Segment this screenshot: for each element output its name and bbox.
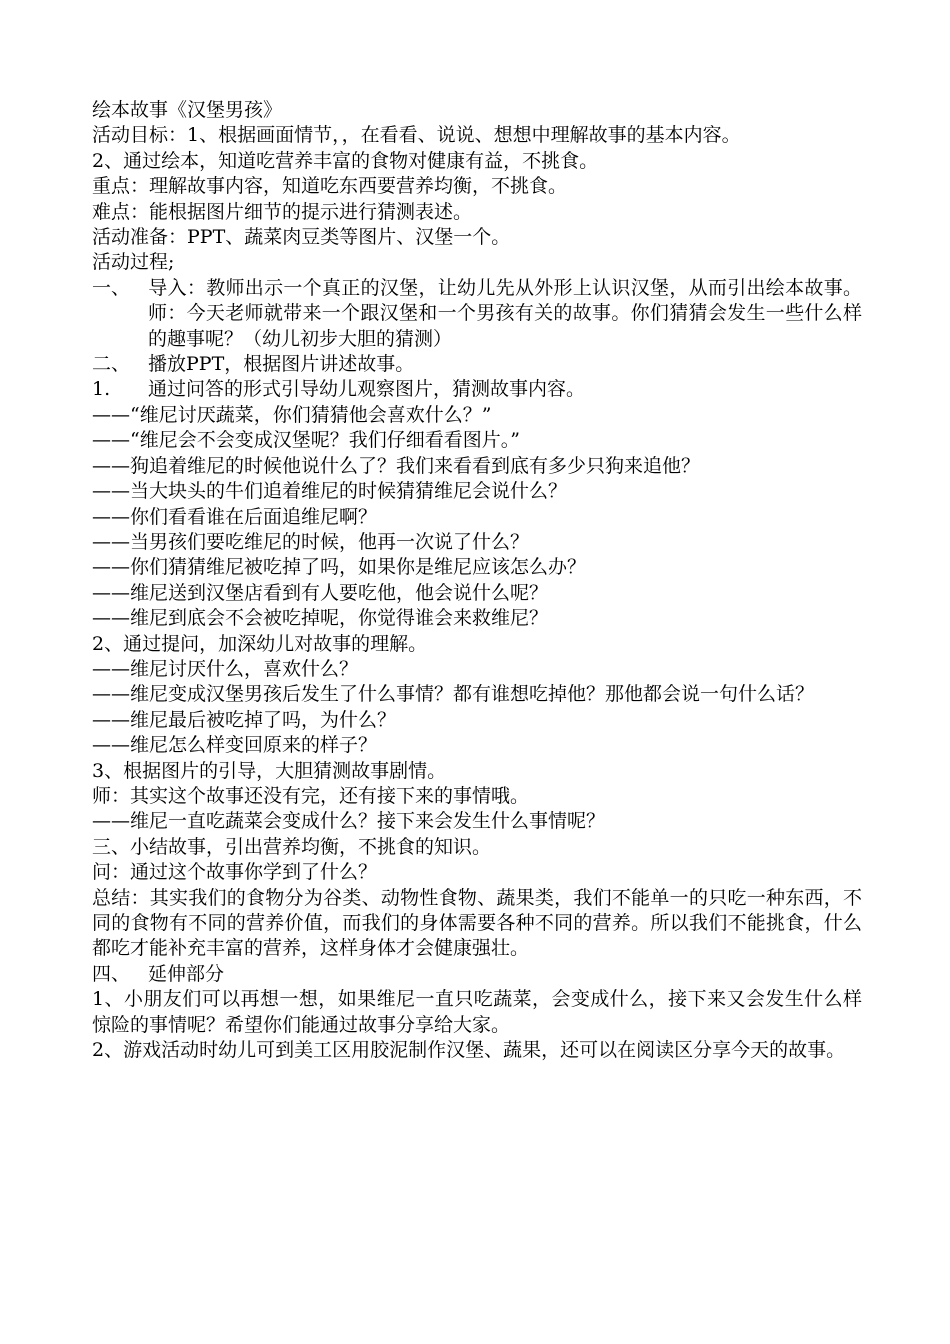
question-line: ——维尼讨厌什么，喜欢什么？ — [92, 657, 359, 680]
sub-step-3: 3、根据图片的引导，大胆猜测故事剧情。 — [92, 759, 447, 782]
step-4-text: 延伸部分 — [148, 962, 225, 985]
step-4-number: 四、 — [92, 962, 131, 985]
document-body — [92, 98, 862, 1063]
teacher-remark: 师：其实这个故事还没有完，还有接下来的事情哦。 — [92, 784, 530, 807]
question-line: ——“维尼讨厌蔬菜，你们猜猜他会喜欢什么？” — [92, 403, 492, 426]
question-line: ——你们猜猜维尼被吃掉了吗，如果你是维尼应该怎么办？ — [92, 556, 587, 579]
question-line: ——维尼到底会不会被吃掉呢，你觉得谁会来救维尼？ — [92, 607, 549, 630]
extension-1: 1、小朋友们可以再想一想，如果维尼一直只吃蔬菜，会变成什么，接下来又会发生什么样惊险的事情呢？希望你们能通过故事分享给大家。 — [92, 988, 862, 1036]
question-line: ——维尼送到汉堡店看到有人要吃他，他会说什么呢？ — [92, 581, 549, 604]
question-line: ——维尼变成汉堡男孩后发生了什么事情？都有谁想吃掉他？那他都会说一句什么话？ — [92, 683, 815, 706]
step-3-question: 问：通过这个故事你学到了什么？ — [92, 861, 378, 884]
step-1-text: 导入：教师出示一个真正的汉堡，让幼儿先从外形上认识汉堡，从而引出绘本故事。师：今天老师就带来一个跟汉堡和一个男孩有关的故事。你们猜猜会发生一些什么样的趣事呢？（幼儿初步大胆的猜测） — [148, 276, 862, 350]
question-line: ——维尼怎么样变回原来的样子？ — [92, 734, 378, 757]
question-line: ——维尼最后被吃掉了吗，为什么？ — [92, 708, 397, 731]
doc-title: 绘本故事《汉堡男孩》 — [92, 99, 283, 121]
extension-2: 2、游戏活动时幼儿可到美工区用胶泥制作汉堡、蔬果，还可以在阅读区分享今天的故事。 — [92, 1039, 846, 1062]
key-point: 重点：理解故事内容，知道吃东西要营养均衡，不挑食。 — [92, 175, 568, 198]
sub-step-1-number: 1. — [92, 378, 111, 401]
step-3: 三、小结故事，引出营养均衡，不挑食的知识。 — [92, 835, 492, 858]
sub-step-2: 2、通过提问，加深幼儿对故事的理解。 — [92, 632, 428, 655]
step-2-text: 播放PPT，根据图片讲述故事。 — [148, 353, 415, 376]
step-2-number: 二、 — [92, 353, 131, 376]
question-line: ——你们看看谁在后面追维尼啊？ — [92, 505, 378, 528]
question-line: ——当男孩们要吃维尼的时候，他再一次说了什么？ — [92, 530, 530, 553]
question-line: ——“维尼会不会变成汉堡呢？我们仔细看看图片。” — [92, 429, 520, 452]
activity-goal-1: 活动目标：1、根据画面情节，，在看看、说说、想想中理解故事的基本内容。 — [92, 124, 741, 147]
step-1-number: 一、 — [92, 276, 131, 299]
step-4 — [92, 962, 862, 987]
summary-paragraph: 总结：其实我们的食物分为谷类、动物性食物、蔬果类，我们不能单一的只吃一种东西，不同的食物有不同的营养价值，而我们的身体需要各种不同的营养。所以我们不能挑食，什么都吃才能补充丰富的营养，这样身体才会健康强壮。 — [92, 886, 862, 960]
sub-step-1-text: 通过问答的形式引导幼儿观察图片，猜测故事内容。 — [148, 378, 586, 401]
activity-goal-2: 2、通过绘本，知道吃营养丰富的食物对健康有益，不挑食。 — [92, 149, 599, 172]
step-2 — [92, 352, 862, 377]
question-line: ——当大块头的牛们追着维尼的时候猜猜维尼会说什么？ — [92, 480, 568, 503]
question-line: ——维尼一直吃蔬菜会变成什么？接下来会发生什么事情呢？ — [92, 810, 606, 833]
question-line: ——狗追着维尼的时候他说什么了？我们来看看到底有多少只狗来追他？ — [92, 454, 701, 477]
process-heading: 活动过程; — [92, 251, 175, 274]
difficulty: 难点：能根据图片细节的提示进行猜测表述。 — [92, 200, 473, 223]
preparation: 活动准备：PPT、蔬菜肉豆类等图片、汉堡一个。 — [92, 226, 511, 249]
sub-step-1 — [92, 377, 862, 402]
step-1-intro — [92, 276, 862, 352]
